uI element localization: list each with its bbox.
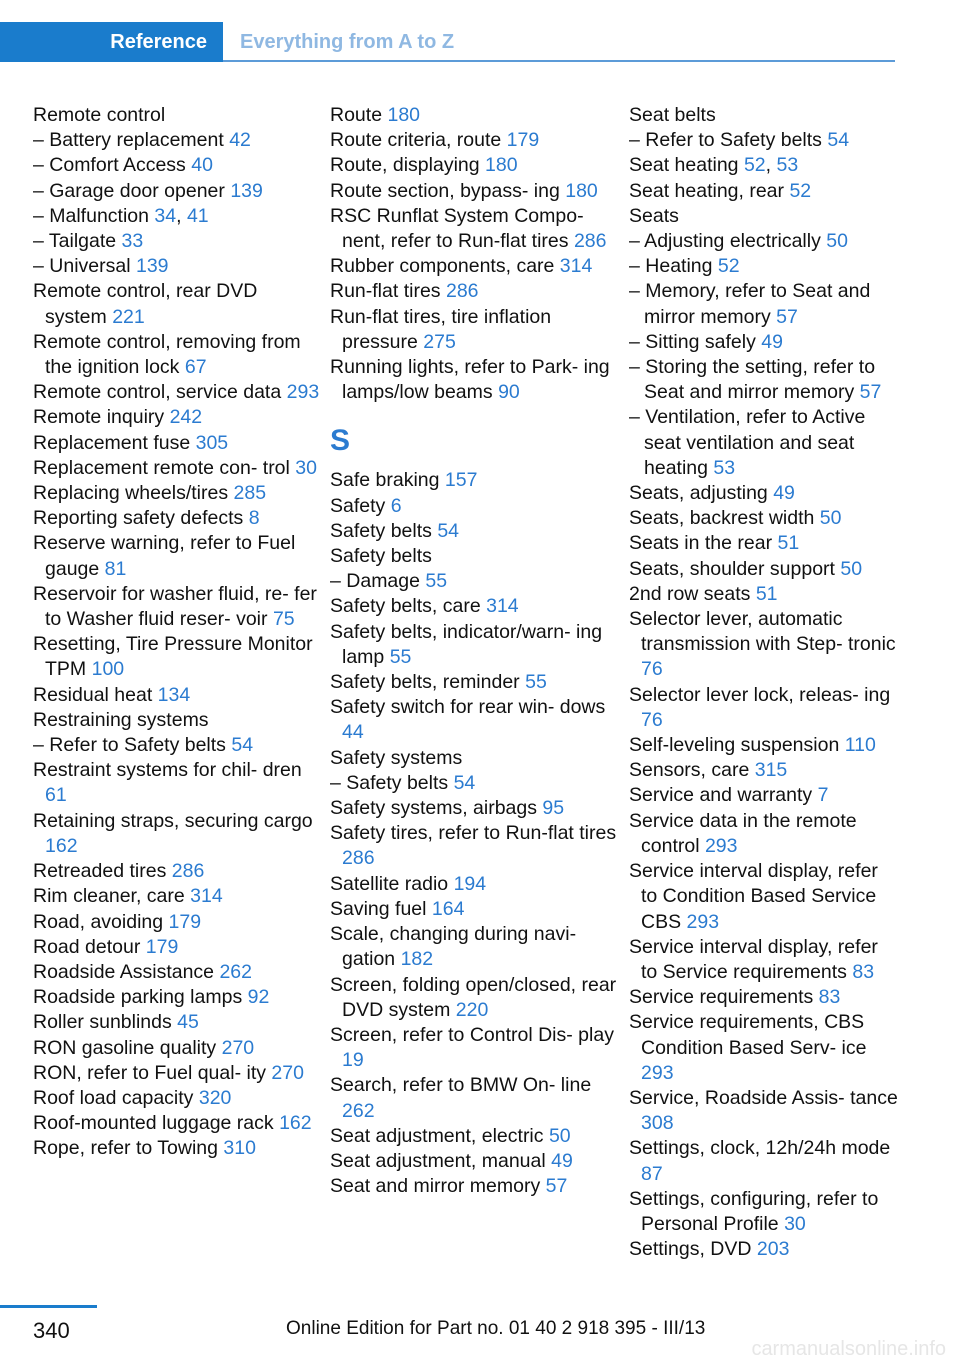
index-entry — [330, 821, 620, 871]
index-term: RON gasoline quality — [33, 1036, 217, 1059]
page-ref-link[interactable]: 180 — [387, 104, 421, 126]
index-term: Service interval display, refer to Condition Based Service CBS — [629, 860, 878, 933]
page-ref-link[interactable]: 100 — [91, 658, 125, 681]
page-ref-link[interactable]: 95 — [542, 797, 565, 820]
index-term: Service data in the remote control — [629, 809, 857, 857]
index-term: Safety belts — [330, 519, 432, 542]
watermark: carmanualsonline.info — [751, 1338, 946, 1360]
index-entry — [629, 1136, 899, 1186]
page-ref-link[interactable]: 52 — [743, 154, 766, 177]
index-entry — [330, 128, 620, 153]
index-term: Restraining systems — [33, 708, 209, 731]
page-ref-link[interactable]: 50 — [840, 557, 863, 580]
page-ref-link[interactable]: 54 — [827, 129, 850, 152]
index-term: Safety — [330, 494, 386, 517]
index-column-2 — [330, 103, 620, 1199]
page-ref-link[interactable]: 308 — [641, 1112, 674, 1135]
page-ref-link[interactable]: 42 — [229, 129, 251, 152]
index-term: Safe braking — [330, 469, 440, 492]
page-ref-link[interactable]: 179 — [145, 935, 179, 958]
index-term: Seat heating — [629, 154, 739, 177]
index-entry — [330, 355, 620, 405]
index-entry — [330, 973, 620, 1023]
index-column-1 — [33, 103, 323, 1162]
index-term: Safety systems, airbags — [330, 797, 537, 820]
index-entry — [330, 1073, 620, 1123]
index-term: Remote control, rear DVD system — [33, 280, 258, 328]
index-term: – Comfort Access — [33, 154, 186, 177]
page-ref-link[interactable]: 49 — [761, 330, 783, 353]
page-ref-link[interactable]: 54 — [231, 734, 254, 757]
page-ref-link[interactable]: 164 — [431, 897, 465, 920]
page-ref-link[interactable]: 53 — [713, 456, 736, 479]
index-entry — [629, 1010, 899, 1086]
index-term: Self-leveling suspension — [629, 734, 840, 757]
index-entry — [330, 771, 620, 796]
index-entry — [330, 620, 620, 670]
index-entry — [33, 733, 323, 758]
index-entry — [629, 103, 899, 128]
page-ref-link[interactable]: 194 — [453, 872, 487, 895]
page-ref-link[interactable]: 54 — [453, 771, 476, 794]
index-term: Settings, DVD — [629, 1238, 752, 1261]
page-ref-link[interactable]: 242 — [169, 406, 203, 429]
page-ref-link[interactable]: 52 — [717, 255, 740, 278]
index-term: Seat heating, rear — [629, 179, 785, 202]
index-term: Seats in the rear — [629, 532, 773, 555]
index-term: – Universal — [33, 255, 131, 278]
index-term: Safety belts, indicator/warn‐ ing lamp — [330, 620, 603, 668]
index-term: Service requirements — [629, 986, 814, 1009]
index-term: Seat adjustment, manual — [330, 1149, 546, 1172]
page-ref-link[interactable]: 6 — [390, 494, 402, 517]
index-entry — [33, 179, 323, 204]
index-term: – Garage door opener — [33, 179, 225, 202]
index-entry — [629, 985, 899, 1010]
index-term: Run-flat tires — [330, 280, 441, 303]
index-entry — [33, 153, 323, 178]
index-term: Safety belts, care — [330, 595, 481, 618]
page-ref-link[interactable]: 83 — [852, 960, 875, 983]
index-entry — [629, 1237, 899, 1262]
index-entry — [330, 1149, 620, 1174]
index-entry — [33, 531, 323, 581]
index-entry — [629, 557, 899, 582]
index-term: Reservoir for washer fluid, re‐ fer to Washer fluid reser‐ voir — [33, 582, 317, 631]
index-term: Running lights, refer to Park‐ ing lamps/low beams — [330, 356, 610, 404]
page-ref-link[interactable]: 45 — [177, 1011, 199, 1034]
edition-note: Online Edition for Part no. 01 40 2 918 395 - III/13 — [286, 1318, 706, 1339]
page-ref-link[interactable]: 19 — [342, 1049, 364, 1072]
index-term: Reserve warning, refer to Fuel gauge — [33, 532, 296, 580]
index-term: Saving fuel — [330, 897, 427, 920]
index-term: RSC Runflat System Compo‐ nent, refer to Run-flat tires — [330, 204, 584, 253]
index-term: Seat and mirror memory — [330, 1175, 541, 1198]
index-entry — [629, 229, 899, 254]
index-term: Rubber components, care — [330, 255, 555, 278]
index-entry — [629, 1187, 899, 1237]
index-term: Road detour — [33, 935, 141, 958]
index-term: Settings, clock, 12h/24h mode — [629, 1137, 891, 1160]
index-term: Seat adjustment, electric — [330, 1124, 544, 1147]
page-ref-link[interactable]: 34 — [154, 204, 177, 227]
index-term: Route — [330, 104, 383, 126]
index-entry — [629, 279, 899, 329]
page-ref-link[interactable]: 92 — [247, 986, 270, 1009]
page-ref-link[interactable]: 50 — [819, 507, 842, 530]
index-term: Roadside Assistance — [33, 960, 215, 983]
index-term: Seats, backrest width — [629, 507, 815, 530]
page-ref-link[interactable]: 8 — [248, 507, 260, 530]
index-entry — [629, 809, 899, 859]
page-ref-link[interactable]: 55 — [425, 570, 448, 593]
index-entry — [629, 405, 899, 481]
index-entry — [33, 809, 323, 859]
subsection-title: Everything from A to Z — [240, 31, 455, 53]
index-entry — [33, 128, 323, 153]
page-ref-link[interactable]: 83 — [818, 986, 841, 1009]
page-ref-link[interactable]: 61 — [45, 784, 67, 807]
index-entry — [629, 783, 899, 808]
index-entry — [629, 204, 899, 229]
page-ref-link[interactable]: 87 — [641, 1162, 663, 1185]
index-term: Roller sunblinds — [33, 1011, 172, 1034]
index-entry — [629, 733, 899, 758]
page-ref-link[interactable]: 320 — [198, 1086, 232, 1109]
index-term: – Refer to Safety belts — [629, 129, 822, 152]
page-ref-link[interactable]: 57 — [776, 305, 798, 328]
index-term: 2nd row seats — [629, 582, 756, 605]
index-entry — [33, 330, 323, 380]
index-entry — [629, 254, 899, 279]
index-term: Remote control — [33, 104, 166, 126]
page-ref-link[interactable]: 305 — [195, 431, 229, 454]
page-ref-link[interactable]: 262 — [219, 960, 252, 983]
page-ref-link[interactable]: 162 — [45, 834, 78, 857]
page-ref-link[interactable]: 157 — [444, 469, 478, 492]
running-header — [0, 22, 895, 62]
index-column-3 — [629, 103, 899, 1262]
index-entry — [330, 1023, 620, 1073]
index-entry — [33, 405, 323, 430]
index-entry — [330, 746, 620, 771]
page-ref-link[interactable]: 314 — [559, 255, 593, 278]
index-entry — [629, 128, 899, 153]
page-ref-link[interactable]: 44 — [342, 721, 364, 744]
index-entry — [330, 179, 620, 204]
index-entry — [330, 279, 620, 304]
index-term: Replacement remote con‐ trol — [33, 456, 290, 479]
index-term: Screen, folding open/closed, rear DVD system — [330, 973, 617, 1021]
page-number: 340 — [33, 1318, 70, 1343]
page-ref-link[interactable]: 75 — [272, 608, 295, 631]
index-entry — [629, 683, 899, 733]
index-entry — [33, 708, 323, 733]
index-entry — [629, 935, 899, 985]
page-ref-link[interactable]: 57 — [545, 1175, 568, 1198]
index-term: – Storing the setting, refer to Seat and mirror memory — [629, 356, 876, 404]
index-term: – Heating — [629, 255, 713, 278]
page-ref-link[interactable]: 139 — [135, 255, 169, 278]
index-term: Seats, shoulder support — [629, 557, 835, 580]
page-ref-link[interactable]: 76 — [641, 708, 663, 731]
page-ref-link[interactable]: 33 — [121, 230, 144, 253]
index-entry — [629, 1086, 899, 1136]
index-term: Search, refer to BMW On‐ line — [330, 1074, 592, 1097]
page-ref-link[interactable]: 53 — [776, 154, 799, 177]
index-term: Remote control, removing from the ignition lock — [33, 330, 301, 379]
page-ref-link[interactable]: 221 — [112, 305, 145, 328]
index-term: – Adjusting electrically — [629, 230, 821, 253]
index-entry — [330, 305, 620, 355]
index-term: Service and warranty — [629, 784, 813, 807]
index-entry — [330, 1124, 620, 1149]
index-term: Residual heat — [33, 683, 153, 706]
index-term: Sensors, care — [629, 759, 750, 782]
index-entry — [330, 594, 620, 619]
index-entry — [330, 103, 620, 128]
index-entry — [33, 1086, 323, 1111]
index-entry — [330, 254, 620, 279]
page-ref-link[interactable]: 179 — [168, 910, 202, 933]
page-ref-link[interactable]: 7 — [817, 784, 829, 807]
index-entry — [33, 1061, 323, 1086]
index-entry — [629, 859, 899, 935]
index-term: Seat belts — [629, 104, 716, 126]
index-entry — [33, 910, 323, 935]
page-ref-link[interactable]: 314 — [190, 885, 223, 908]
index-term: Replacing wheels/tires — [33, 482, 229, 505]
index-term: Replacement fuse — [33, 431, 191, 454]
page-ref-link[interactable]: 52 — [789, 179, 812, 202]
index-term: Safety switch for rear win‐ dows — [330, 696, 606, 719]
index-entry — [330, 153, 620, 178]
page-ref-link[interactable]: 40 — [191, 154, 213, 177]
index-entry — [330, 796, 620, 821]
index-entry — [629, 179, 899, 204]
index-term: Rim cleaner, care — [33, 885, 185, 908]
index-term: Route, displaying — [330, 154, 480, 177]
index-entry — [330, 468, 620, 493]
index-term: – Memory, refer to Seat and mirror memory — [629, 280, 871, 328]
index-term: Route section, bypass‐ ing — [330, 179, 560, 202]
index-entry: – Malfunction 34, 41 — [33, 204, 209, 227]
index-term: Safety systems — [330, 746, 463, 769]
index-entry — [33, 758, 323, 808]
index-term: Roadside parking lamps — [33, 986, 243, 1009]
index-term: Screen, refer to Control Dis‐ play — [330, 1023, 614, 1046]
index-entry — [33, 582, 323, 632]
page-ref-link[interactable]: 286 — [342, 847, 375, 870]
index-term: Road, avoiding — [33, 910, 164, 933]
page-ref-link[interactable]: 293 — [704, 834, 738, 857]
page-ref-link[interactable]: 286 — [171, 860, 205, 883]
index-term: Selector lever, automatic transmission with Step‐ tronic — [629, 608, 896, 656]
page-ref-link[interactable]: 30 — [784, 1212, 806, 1235]
index-term: Seats — [629, 204, 679, 227]
index-entry — [33, 456, 323, 481]
page-ref-link[interactable]: 182 — [400, 948, 434, 971]
page-ref-link[interactable]: 81 — [104, 557, 127, 580]
page-ref-link[interactable]: 262 — [342, 1099, 375, 1122]
page-ref-link[interactable]: 90 — [498, 381, 520, 404]
page-ref-link[interactable]: 314 — [486, 595, 519, 618]
page-ref-link[interactable]: 51 — [755, 582, 778, 605]
index-entry — [330, 204, 620, 254]
index-entry — [33, 380, 323, 405]
index-entry — [330, 897, 620, 922]
index-term: Service requirements, CBS Condition Based Serv‐ ice — [629, 1011, 867, 1059]
index-term: Service interval display, refer to Service requirements — [629, 935, 878, 983]
index-entry — [33, 683, 323, 708]
page-ref-link[interactable]: 270 — [221, 1036, 255, 1059]
index-entry — [33, 859, 323, 884]
page-ref-link[interactable]: 49 — [551, 1149, 573, 1172]
index-term: Reporting safety defects — [33, 507, 244, 530]
index-entry — [33, 1136, 323, 1161]
index-term: Remote control, service data — [33, 381, 282, 404]
index-entry — [33, 431, 323, 456]
index-entry — [33, 481, 323, 506]
index-entry — [33, 985, 323, 1010]
page-ref-link[interactable]: 286 — [445, 280, 479, 303]
page-ref-link[interactable]: 310 — [223, 1137, 256, 1160]
index-term: Roof-mounted luggage rack — [33, 1112, 274, 1135]
page-ref-link[interactable]: 293 — [286, 381, 320, 404]
index-term: – Damage — [330, 570, 420, 593]
page-ref-link[interactable]: 67 — [184, 356, 207, 379]
index-entry — [629, 355, 899, 405]
index-term: – Ventilation, refer to Active seat ventilation and seat heating — [629, 406, 866, 479]
page-ref-link[interactable]: 41 — [186, 204, 209, 227]
index-entry — [629, 607, 899, 683]
index-entry — [33, 279, 323, 329]
page-ref-link[interactable]: 54 — [437, 519, 460, 542]
page-ref-link[interactable]: 270 — [271, 1061, 304, 1084]
index-letter-heading: S — [330, 424, 351, 458]
page-ref-link[interactable]: 293 — [641, 1061, 674, 1084]
page-ref-link[interactable]: 286 — [573, 230, 607, 253]
page-ref-link[interactable]: 55 — [525, 671, 547, 694]
page-ref-link[interactable]: 30 — [295, 456, 317, 479]
page-ref-link[interactable]: 51 — [777, 532, 800, 555]
page-ref-link[interactable]: 315 — [754, 759, 788, 782]
index-term: Retaining straps, securing cargo — [33, 809, 313, 832]
page-ref-link[interactable]: 76 — [641, 658, 663, 681]
index-term: RON, refer to Fuel qual‐ ity — [33, 1061, 266, 1084]
index-entry — [33, 884, 323, 909]
index-entry — [33, 229, 323, 254]
page-ref-link[interactable]: 162 — [279, 1112, 312, 1135]
index-entry — [330, 519, 620, 544]
index-term: – Battery replacement — [33, 129, 224, 152]
index-entry — [330, 670, 620, 695]
index-term: Safety belts — [330, 545, 432, 568]
index-entry — [33, 1010, 323, 1035]
index-entry — [629, 758, 899, 783]
index-entry — [33, 103, 323, 128]
index-term: Safety tires, refer to Run-flat tires — [330, 822, 617, 845]
page-ref-link[interactable]: 139 — [230, 179, 263, 202]
index-entry — [330, 494, 620, 519]
index-entry — [330, 695, 620, 745]
index-term: Retreaded tires — [33, 860, 167, 883]
index-entry — [33, 1036, 323, 1061]
index-term: Roof load capacity — [33, 1086, 194, 1109]
page-ref-link[interactable]: 180 — [565, 179, 598, 202]
index-term: Resetting, Tire Pressure Monitor TPM — [33, 633, 313, 681]
index-term: Service, Roadside Assis‐ tance — [629, 1086, 898, 1109]
index-entry — [629, 330, 899, 355]
page-ref-link[interactable]: 134 — [157, 683, 191, 706]
index-entry — [33, 506, 323, 531]
page-ref-link[interactable]: 50 — [826, 230, 848, 253]
index-term: Satellite radio — [330, 872, 449, 895]
index-term: Seats, adjusting — [629, 482, 768, 505]
index-term: Remote inquiry — [33, 406, 165, 429]
index-entry: Seat heating 52, 53 — [629, 154, 799, 177]
index-entry — [330, 872, 620, 897]
index-entry — [629, 506, 899, 531]
index-entry — [330, 544, 620, 569]
page-ref-link[interactable]: 55 — [389, 645, 412, 668]
index-entry — [330, 1174, 620, 1199]
index-entry — [330, 922, 620, 972]
header-rule — [223, 60, 895, 62]
index-term: Settings, configuring, refer to Personal Profile — [629, 1187, 879, 1235]
index-term: Selector lever lock, releas‐ ing — [629, 683, 891, 706]
index-entry — [33, 254, 323, 279]
page-ref-link[interactable]: 180 — [485, 154, 518, 177]
index-entry — [33, 960, 323, 985]
page-ref-link[interactable]: 50 — [548, 1124, 571, 1147]
index-term: – Sitting safely — [629, 330, 756, 353]
index-term: Scale, changing during navi‐ gation — [330, 923, 577, 971]
index-term: Route criteria, route — [330, 129, 502, 152]
page-ref-link[interactable]: 203 — [756, 1238, 790, 1261]
index-term: Safety belts, reminder — [330, 671, 520, 694]
index-term: – Safety belts — [330, 771, 449, 794]
page-ref-link[interactable]: 275 — [423, 330, 456, 353]
index-term: Rope, refer to Towing — [33, 1137, 218, 1160]
page-ref-link[interactable]: 57 — [859, 381, 882, 404]
index-term: – Tailgate — [33, 230, 117, 253]
index-entry — [33, 632, 323, 682]
index-entry — [629, 582, 899, 607]
index-term: – Malfunction — [33, 204, 149, 227]
footer-rule — [0, 1305, 97, 1308]
page-ref-link[interactable]: 285 — [233, 482, 267, 505]
index-entry — [330, 569, 620, 594]
page-ref-link[interactable]: 179 — [506, 129, 540, 152]
index-entry — [33, 935, 323, 960]
index-term: Run-flat tires, tire inflation pressure — [330, 305, 552, 353]
index-entry — [33, 1111, 323, 1136]
page-ref-link[interactable]: 49 — [773, 482, 795, 505]
index-term: – Refer to Safety belts — [33, 734, 226, 757]
index-entry — [629, 481, 899, 506]
page-ref-link[interactable]: 110 — [844, 734, 876, 757]
page-ref-link[interactable]: 220 — [455, 998, 489, 1021]
index-term: Restraint systems for chil‐ dren — [33, 759, 302, 782]
page-ref-link[interactable]: 293 — [686, 910, 720, 933]
index-entry — [629, 531, 899, 556]
section-tab: Reference — [0, 22, 223, 62]
